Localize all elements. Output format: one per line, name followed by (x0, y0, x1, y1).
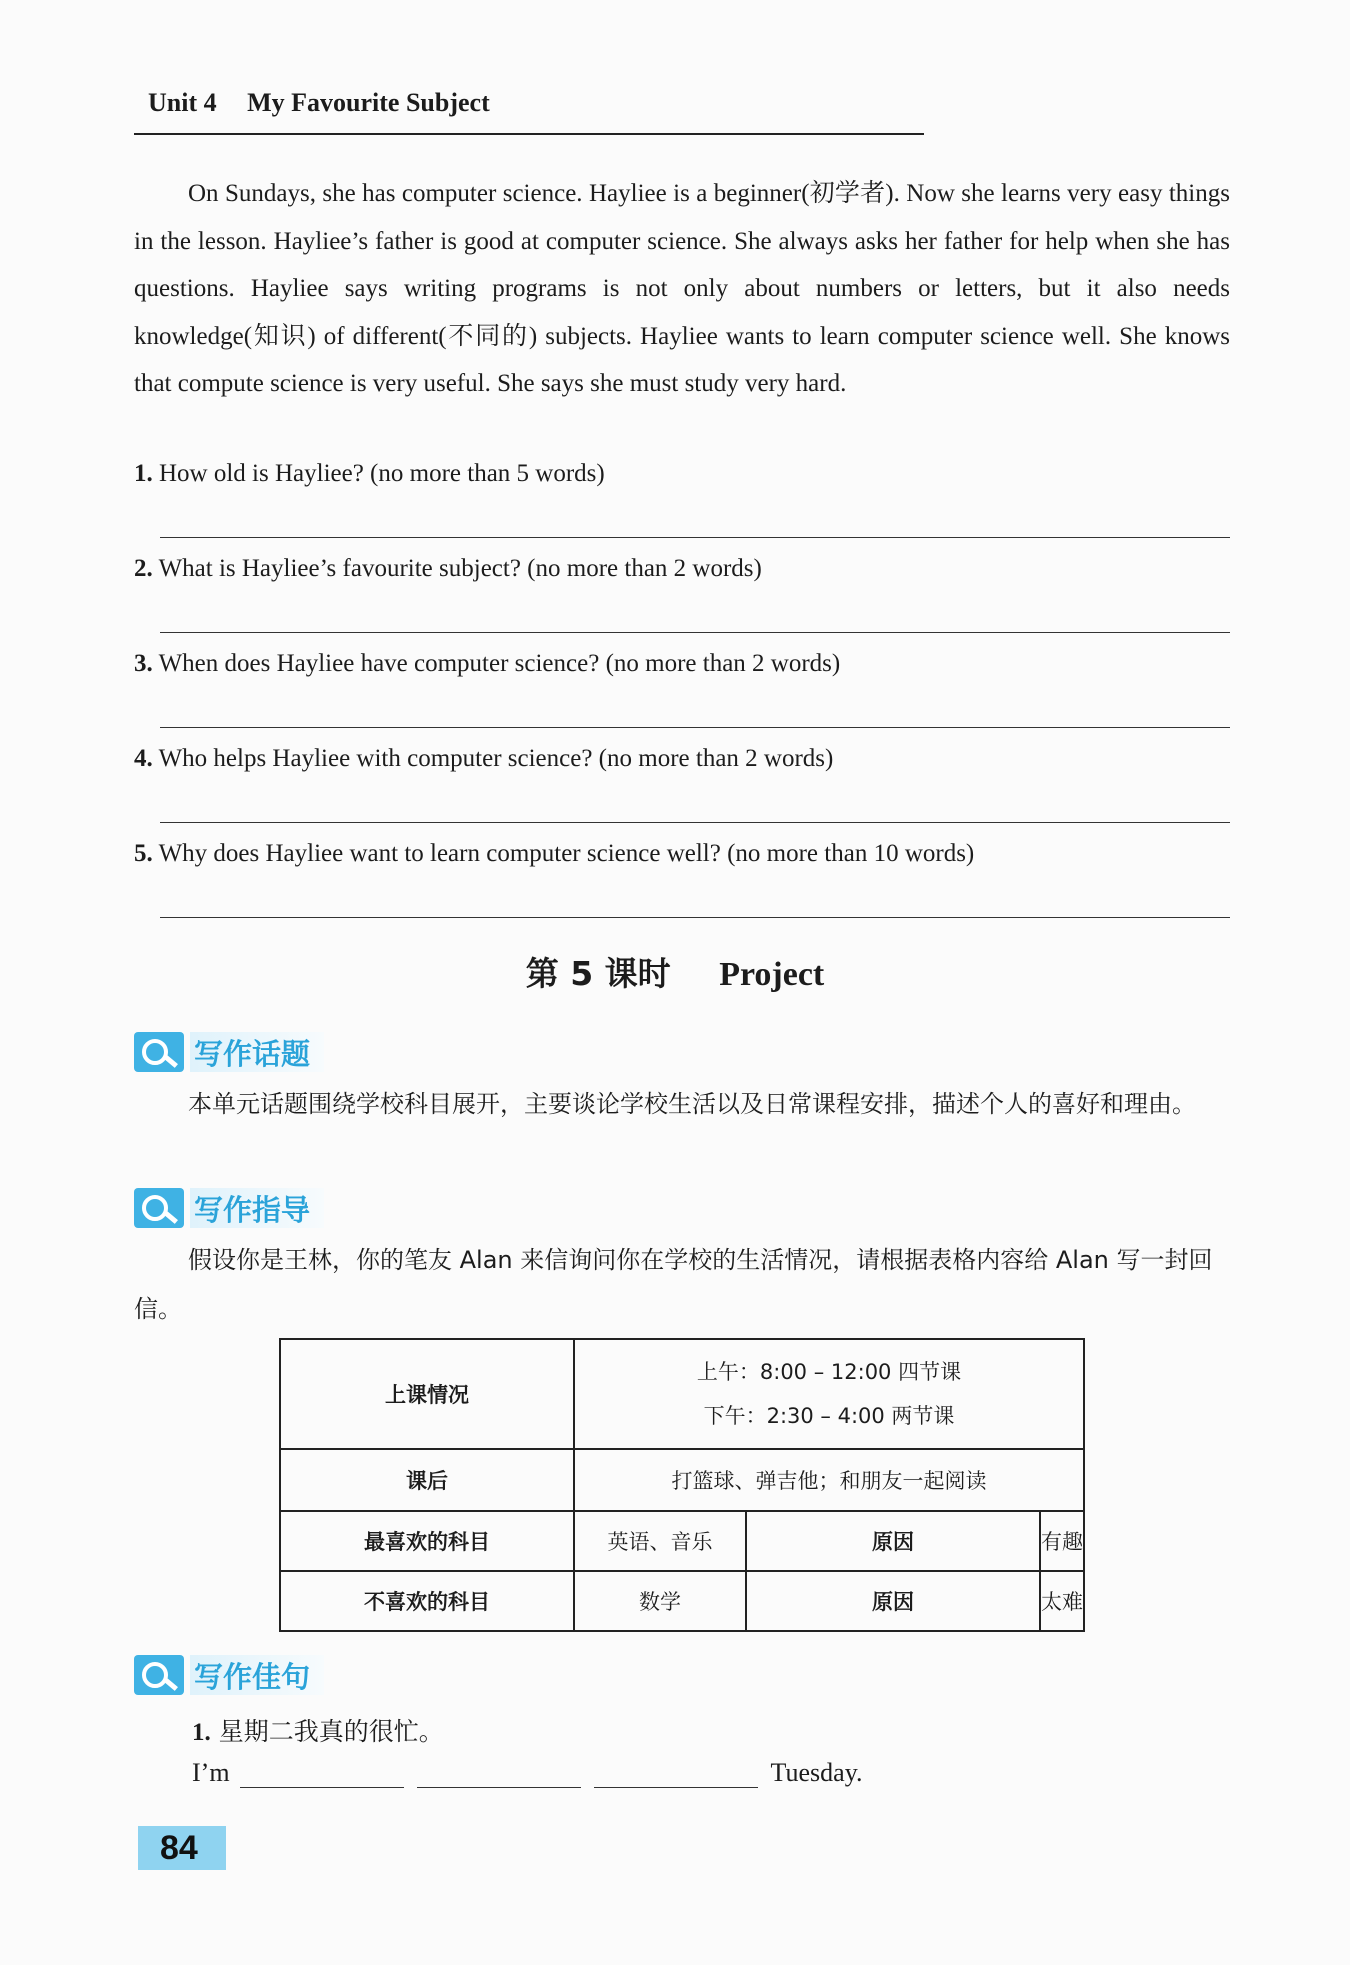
sentence-chinese: 星期二我真的很忙。 (218, 1717, 444, 1746)
favourite-subjects-cell: 英语、音乐 (574, 1511, 746, 1571)
section-label: 写作指导 (190, 1188, 324, 1228)
class-schedule-cell (574, 1339, 1084, 1449)
question-text: What is Hayliee’s favourite subject? (no more than 2 words) (158, 555, 762, 582)
answer-line-1[interactable] (160, 537, 1230, 538)
blank-1[interactable] (240, 1759, 404, 1788)
reason-label: 原因 (746, 1571, 1040, 1631)
question-text: Why does Hayliee want to learn computer science well? (no more than 10 words) (158, 840, 975, 867)
section-header-sentences (134, 1654, 324, 1696)
table-label: 课后 (280, 1449, 574, 1511)
guide-paragraph (134, 1236, 1230, 1334)
blank-3[interactable] (594, 1759, 758, 1788)
table-row (280, 1571, 1084, 1631)
info-table (279, 1338, 1085, 1632)
table-label: 不喜欢的科目 (280, 1571, 574, 1631)
question-1 (134, 460, 605, 488)
section-header-topic (134, 1031, 324, 1073)
schedule-morning: 上午：8:00 – 12:00 四节课 (696, 1360, 962, 1384)
answer-line-3[interactable] (160, 727, 1230, 728)
question-number: 1. (134, 460, 153, 487)
magnifier-icon (134, 1032, 184, 1072)
question-number: 4. (134, 745, 153, 772)
page-number: 84 (138, 1826, 226, 1870)
question-4 (134, 745, 833, 773)
topic-text: 本单元话题围绕学校科目展开，主要谈论学校生活以及日常课程安排，描述个人的喜好和理由。 (188, 1090, 1196, 1118)
topic-paragraph (134, 1080, 1230, 1129)
question-number: 2. (134, 555, 153, 582)
fill-in-sentence-1 (192, 1758, 863, 1788)
sentence-end: Tuesday. (770, 1758, 863, 1787)
question-3 (134, 650, 840, 678)
question-text: Who helps Hayliee with computer science? (no more than 2 words) (158, 745, 834, 772)
section-label: 写作佳句 (190, 1655, 324, 1695)
section-header-guide (134, 1187, 324, 1229)
sentence-number: 1. (192, 1719, 211, 1746)
unit-label: Unit 4 (148, 88, 217, 117)
magnifier-icon (134, 1188, 184, 1228)
guide-text: 假设你是王林，你的笔友 Alan 来信询问你在学校的生活情况，请根据表格内容给 Alan 写一封回信。 (134, 1246, 1213, 1323)
question-5 (134, 840, 974, 868)
reason-cell: 有趣 (1040, 1511, 1084, 1571)
lesson-number: 第 5 课时 (525, 954, 671, 993)
passage-text: On Sundays, she has computer science. Hayliee is a beginner(初学者). Now she learns very easy things in the lesson. Hayliee’s father is good at computer science. She always asks her father for help when she has questions. Hayliee says writing programs is not only about numbers or letters, but it also needs knowledge(知识) of different(不同的) subjects. Hayliee wants to learn computer science well. She knows that compute science is very useful. She says she must study very hard. (134, 180, 1230, 397)
question-text: When does Hayliee have computer science? (no more than 2 words) (158, 650, 841, 677)
page-header (148, 88, 490, 118)
reason-cell: 太难 (1040, 1571, 1084, 1631)
table-row (280, 1449, 1084, 1511)
section-label: 写作话题 (190, 1032, 324, 1072)
blank-2[interactable] (417, 1759, 581, 1788)
unit-title: My Favourite Subject (247, 88, 490, 117)
lesson-title (0, 948, 1350, 995)
sentence-prompt-1 (192, 1712, 444, 1748)
reading-passage (134, 170, 1230, 408)
question-text: How old is Hayliee? (no more than 5 words) (159, 460, 605, 487)
sentence-start: I’m (192, 1758, 230, 1787)
table-row (280, 1511, 1084, 1571)
table-label: 最喜欢的科目 (280, 1511, 574, 1571)
after-class-cell: 打篮球、弹吉他；和朋友一起阅读 (574, 1449, 1084, 1511)
disliked-subject-cell: 数学 (574, 1571, 746, 1631)
header-rule (134, 133, 924, 135)
table-label: 上课情况 (280, 1339, 574, 1449)
answer-line-4[interactable] (160, 822, 1230, 823)
question-number: 3. (134, 650, 153, 677)
question-number: 5. (134, 840, 153, 867)
schedule-afternoon: 下午：2:30 – 4:00 两节课 (703, 1404, 955, 1428)
reason-label: 原因 (746, 1511, 1040, 1571)
table-row (280, 1339, 1084, 1449)
magnifier-icon (134, 1655, 184, 1695)
answer-line-2[interactable] (160, 632, 1230, 633)
question-2 (134, 555, 762, 583)
answer-line-5[interactable] (160, 917, 1230, 918)
lesson-name: Project (719, 956, 825, 993)
